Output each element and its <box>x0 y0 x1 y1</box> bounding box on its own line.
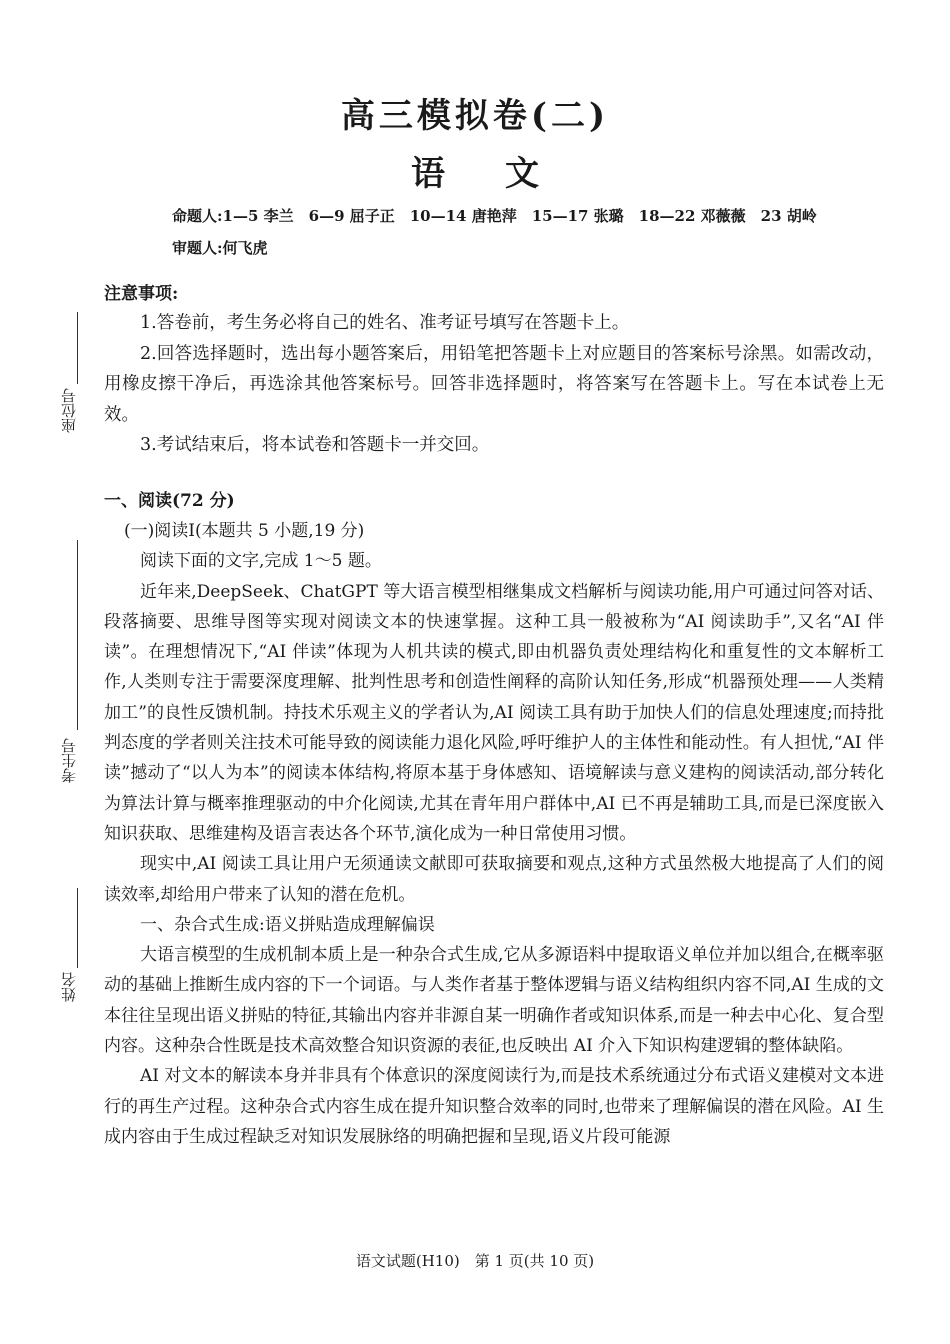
exam-subject: 语文 <box>411 154 599 194</box>
notice-heading: 注意事项: <box>104 284 179 304</box>
name-label: 姓名 <box>60 972 78 1002</box>
notice-list <box>104 308 884 461</box>
passage-paragraph: 大语言模型的生成机制本质上是一种杂合式生成,它从多源语料中提取语义单位并加以组合,在概率驱动的基础上推断生成内容的下一个词语。与人类作者基于整体逻辑与语义结构组织内容不同,AI 生成的文本往往呈现出语义拼贴的特征,其输出内容并非源自某一明确作者或知识体系,而是一种去中心化、复合型内容。这种杂合性既是技术高效整合知识资源的表征,也反映出 AI 介入下知识构建逻辑的整体缺陷。 <box>104 945 884 1057</box>
passage-paragraph: 近年来,DeepSeek、ChatGPT 等大语言模型相继集成文档解析与阅读功能,用户可通过问答对话、段落摘要、思维导图等实现对阅读文本的快速掌握。这种工具一般被称为“AI 阅读助手”,又名“AI 伴读”。在理想情况下,“AI 伴读”体现为人机共读的模式,即由机器负责处理结构化和重复性的文本解析工作,人类则专注于需要深度理解、批判性思考和创造性阐释的高阶认知任务,形成“机器预处理——人类精加工”的良性反馈机制。持技术乐观主义的学者认为,AI 阅读工具有助于加快人们的信息处理速度;而持批判态度的学者则关注技术可能导致的阅读能力退化风险,呼吁维护人的主体性和能动性。有人担忧,“AI 伴读”撼动了“以人为本”的阅读本体结构,将原本基于身体感知、语境解读与意义建构的阅读活动,部分转化为算法计算与概率推理驱动的中介化阅读,尤其在青年用户群体中,AI 已不再是辅助工具,而是已深度嵌入知识获取、思维建构及语言表达各个环节,演化成为一种日常使用习惯。 <box>104 581 884 844</box>
seat-number-label: 座位号 <box>60 388 78 433</box>
question-authors: 命题人:1—5 李兰 6—9 屈子正 10—14 唐艳萍 15—17 张璐 18—22 邓薇薇 23 胡岭 <box>172 207 817 225</box>
notice-item: 1.答卷前，考生务必将自己的姓名、准考证号填写在答题卡上。 <box>140 313 630 333</box>
notice-item: 2.回答选择题时，选出每小题答案后，用铅笔把答题卡上对应题目的答案标号涂黑。如需改动，用橡皮擦干净后，再选涂其他答案标号。回答非选择题时，将答案写在答题卡上。写在本试卷上无效。 <box>104 343 884 425</box>
page-footer: 语文试题(H10) 第 1 页(共 10 页) <box>355 1252 595 1270</box>
candidate-number-label: 考生号 <box>60 738 78 783</box>
name-line <box>77 888 78 968</box>
question-reviewer: 审题人:何飞虎 <box>172 239 268 257</box>
notice-item: 3.考试结束后，将本试卷和答题卡一并交回。 <box>140 435 490 456</box>
candidate-number-line <box>77 540 78 730</box>
sub-heading: (一)阅读Ⅰ(本题共 5 小题,19 分) <box>124 521 365 541</box>
exam-title: 高三模拟卷(二) <box>340 96 610 136</box>
passage-subheading: 一、杂合式生成:语义拼贴造成理解偏误 <box>140 914 435 935</box>
passage-paragraph: 现实中,AI 阅读工具让用户无须通读文献即可获取摘要和观点,这种方式虽然极大地提高了人们的阅读效率,却给用户带来了认知的潜在危机。 <box>104 854 884 905</box>
passage-paragraph: AI 对文本的解读本身并非具有个体意识的深度阅读行为,而是技术系统通过分布式语义建模对文本进行的再生产过程。这种杂合式内容生成在提升知识整合效率的同时,也带来了理解偏误的潜在风险。AI 生成内容由于生成过程缺乏对知识发展脉络的明确把握和呈现,语义片段可能源 <box>104 1066 884 1147</box>
reading-passage <box>104 516 884 1152</box>
seat-number-line <box>77 312 78 384</box>
section-heading: 一、阅读(72 分) <box>104 491 235 511</box>
instruction: 阅读下面的文字,完成 1～5 题。 <box>140 551 382 572</box>
